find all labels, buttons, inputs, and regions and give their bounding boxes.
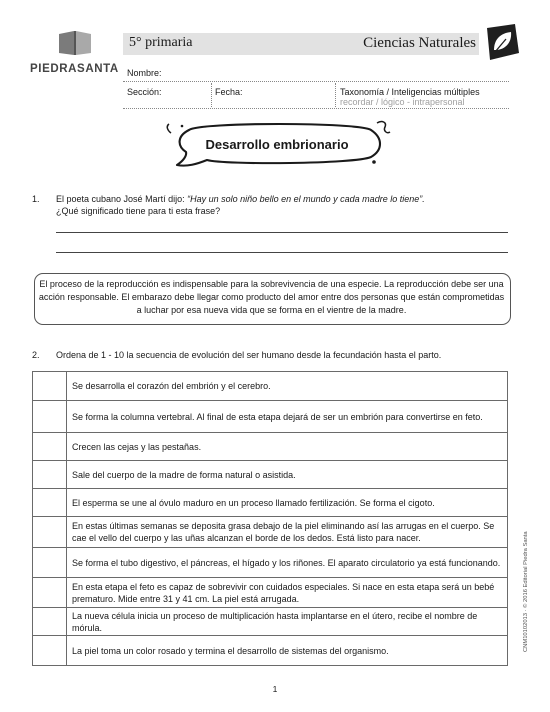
taxonomy-sublabel: recordar / lógico - intrapersonal xyxy=(340,97,465,107)
subject-label: Ciencias Naturales xyxy=(363,35,476,51)
question-number: 1. xyxy=(32,194,40,204)
leaf-icon xyxy=(484,23,520,61)
name-label: Nombre: xyxy=(127,68,162,78)
grade-label: 5° primaria xyxy=(129,35,193,50)
sequence-table xyxy=(32,371,508,666)
sequence-step-text: La piel toma un color rosado y termina el desarrollo de sistemas del organismo. xyxy=(67,636,508,666)
sequence-step-text: En estas últimas semanas se deposita grasa debajo de la piel eliminando así las arrugas en el cuerpo. Se cae el vello del cuerpo y las uñas alcanzan el borde de los dedos. Está listo para nacer. xyxy=(67,517,508,548)
table-row xyxy=(33,433,508,461)
table-row xyxy=(33,461,508,489)
page-title: Desarrollo embrionario xyxy=(205,137,349,152)
order-input-cell[interactable] xyxy=(33,636,67,666)
question-2-text: Ordena de 1 - 10 la secuencia de evolución del ser humano desde la fecundación hasta el parto. xyxy=(56,350,442,360)
sequence-step-text: En esta etapa el feto es capaz de sobrevivir con cuidados especiales. Si nace en esta etapa será un bebé prematuro. Mide entre 31 y 41 cm. La piel está arrugada. xyxy=(67,578,508,608)
question-1-text xyxy=(56,193,511,217)
order-input-cell[interactable] xyxy=(33,608,67,636)
date-label: Fecha: xyxy=(215,87,243,97)
order-input-cell[interactable] xyxy=(33,489,67,517)
order-input-cell[interactable] xyxy=(33,548,67,578)
book-logo-icon xyxy=(57,30,93,56)
answer-line[interactable] xyxy=(56,232,508,233)
question-number: 2. xyxy=(32,350,40,360)
sequence-step-text: Se forma el tubo digestivo, el páncreas, el hígado y los riñones. El aparato circulatorio ya está funcionando. xyxy=(67,548,508,578)
sequence-step-text: La nueva célula inicia un proceso de multiplicación hasta implantarse en el útero, recibe el nombre de mórula. xyxy=(67,608,508,636)
section-label: Sección: xyxy=(127,87,162,97)
table-row xyxy=(33,489,508,517)
sequence-step-text: Se desarrolla el corazón del embrión y el cerebro. xyxy=(67,372,508,401)
answer-line[interactable] xyxy=(56,252,508,253)
order-input-cell[interactable] xyxy=(33,372,67,401)
order-input-cell[interactable] xyxy=(33,433,67,461)
question-1-question: ¿Qué significado tiene para ti esta frase? xyxy=(56,206,221,216)
table-row xyxy=(33,636,508,666)
table-row xyxy=(33,608,508,636)
order-input-cell[interactable] xyxy=(33,517,67,548)
info-box-text: El proceso de la reproducción es indispensable para la sobrevivencia de una especie. La reproducción debe ser una acción responsable. El embarazo debe llegar como producto del amor entre dos personas que están comprometidas a luchar por esa nueva vida que se forma en el vientre de la madre. xyxy=(38,279,505,315)
sequence-step-text: Se forma la columna vertebral. Al final de esta etapa dejará de ser un embrión para convertirse en feto. xyxy=(67,401,508,433)
sequence-step-text: El esperma se une al óvulo maduro en un proceso llamado fertilización. Se forma el cigoto. xyxy=(67,489,508,517)
question-1-quote: “Hay un solo niño bello en el mundo y cada madre lo tiene”. xyxy=(187,194,425,204)
table-row xyxy=(33,548,508,578)
name-field[interactable] xyxy=(123,81,509,82)
sequence-step-text: Crecen las cejas y las pestañas. xyxy=(67,433,508,461)
field-divider xyxy=(335,83,336,107)
field-divider xyxy=(211,83,212,107)
table-row xyxy=(33,401,508,433)
table-row xyxy=(33,578,508,608)
sequence-step-text: Sale del cuerpo de la madre de forma natural o asistida. xyxy=(67,461,508,489)
side-publisher-note: CNM10102013 · © 2016 Editorial Piedra Santa xyxy=(523,531,529,652)
table-row xyxy=(33,372,508,401)
order-input-cell[interactable] xyxy=(33,461,67,489)
order-input-cell[interactable] xyxy=(33,578,67,608)
section-date-field[interactable] xyxy=(123,108,509,109)
question-1-intro: El poeta cubano José Martí dijo: xyxy=(56,194,188,204)
order-input-cell[interactable] xyxy=(33,401,67,433)
taxonomy-label: Taxonomía / Inteligencias múltiples xyxy=(340,87,480,97)
table-row xyxy=(33,517,508,548)
page-number: 1 xyxy=(272,684,278,694)
publisher-logo: PIEDRASANTA xyxy=(30,63,119,75)
